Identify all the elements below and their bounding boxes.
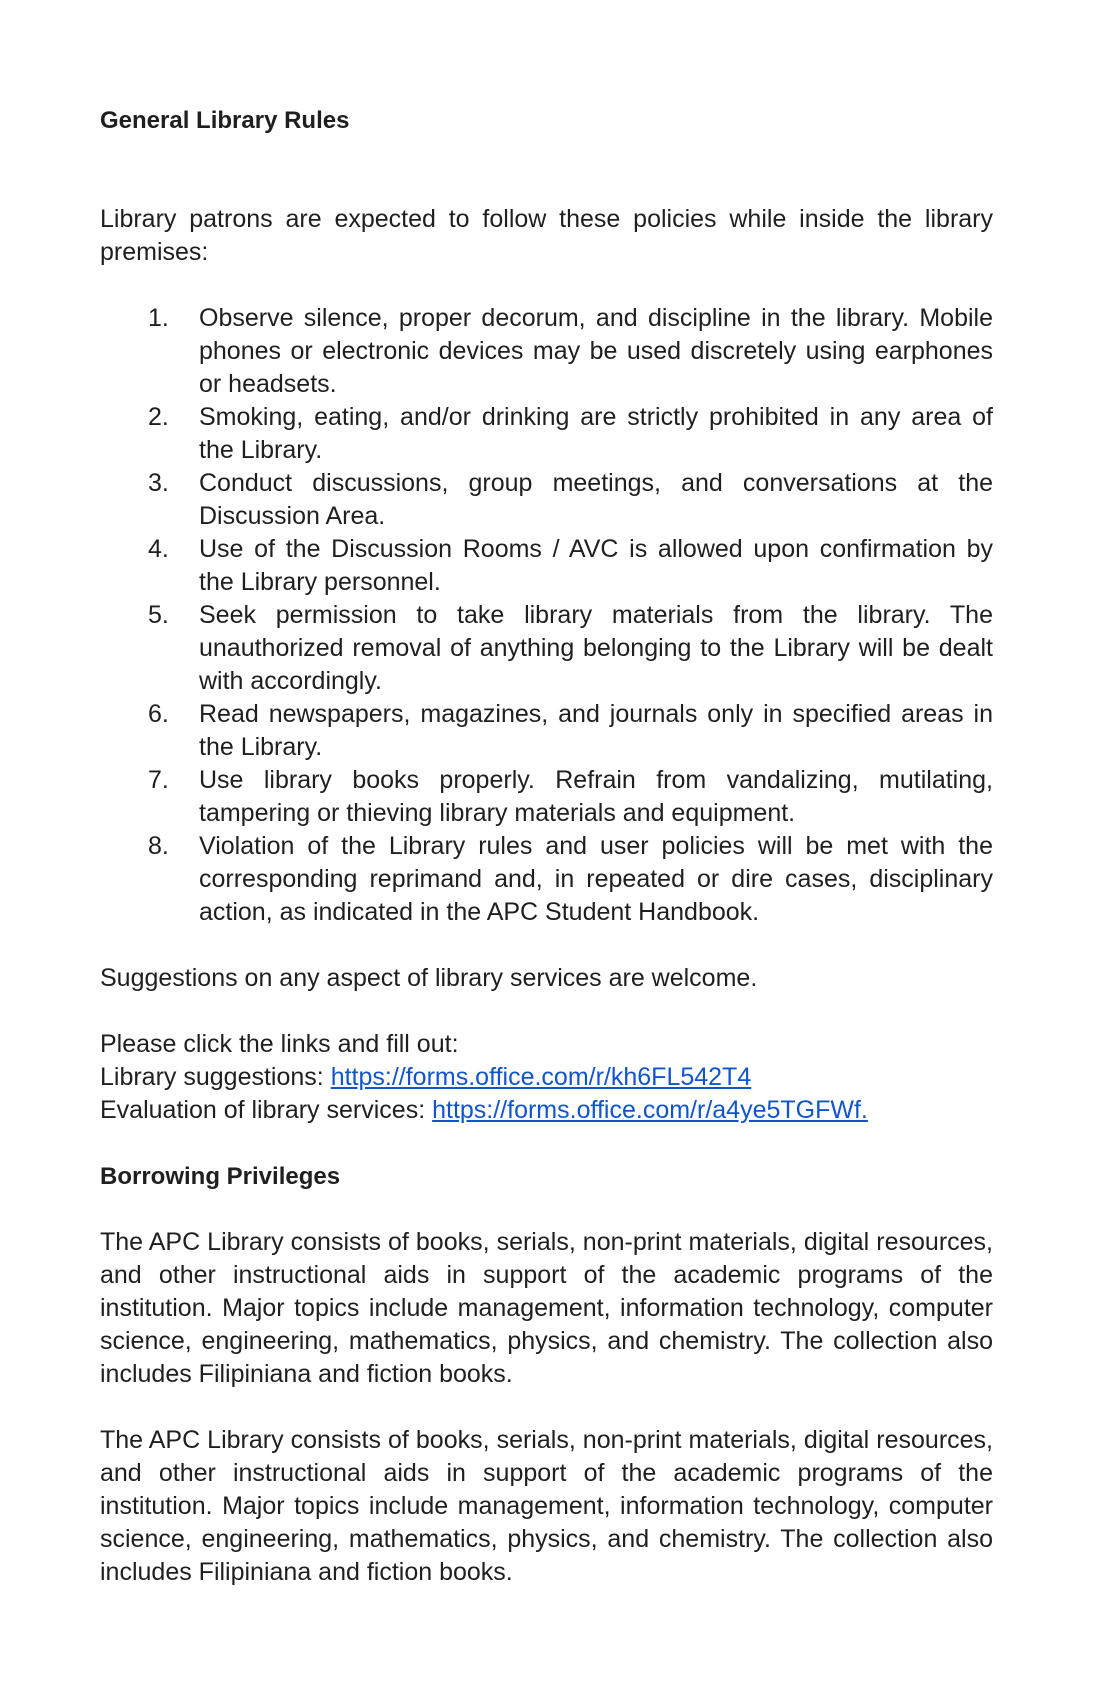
rule-number: 3.	[148, 469, 169, 497]
suggestions-link[interactable]: https://forms.office.com/r/kh6FL542T4	[330, 1063, 752, 1091]
rule-item	[100, 830, 993, 929]
general-rules-heading: General Library Rules	[100, 107, 350, 134]
spacer	[100, 929, 993, 962]
rule-text: Conduct discussions, group meetings, and conversations at the Discussion Area.	[199, 469, 993, 530]
rule-text: Read newspapers, magazines, and journals only in specified areas in the Library.	[199, 700, 993, 761]
rule-text: Use library books properly. Refrain from vandalizing, mutilating, tampering or thieving library materials and equipment.	[199, 766, 993, 827]
spacer	[100, 1193, 993, 1226]
evaluation-link[interactable]: https://forms.office.com/r/a4ye5TGFWf.	[432, 1096, 868, 1124]
rule-number: 6.	[148, 700, 169, 728]
rule-item	[100, 302, 993, 401]
rule-number: 8.	[148, 832, 169, 860]
spacer	[100, 1127, 993, 1160]
borrowing-paragraph: The APC Library consists of books, serials, non-print materials, digital resources, and other instructional aids in support of the academic programs of the institution. Major topics include management, information technology, computer science, engineering, mathematics, physics, and chemistry. The collection also includes Filipiniana and fiction books.	[100, 1426, 993, 1586]
spacer	[100, 1391, 993, 1424]
document-page	[100, 104, 993, 1589]
rule-number: 4.	[148, 535, 169, 563]
links-intro: Please click the links and fill out:	[100, 1030, 459, 1058]
spacer	[100, 995, 993, 1028]
suggestions-welcome: Suggestions on any aspect of library services are welcome.	[100, 964, 758, 992]
rule-number: 7.	[148, 766, 169, 794]
rules-intro: Library patrons are expected to follow these policies while inside the library premises:	[100, 205, 993, 266]
rule-item	[100, 467, 993, 533]
rule-item	[100, 764, 993, 830]
suggestions-label: Library suggestions:	[100, 1063, 331, 1091]
spacer	[100, 269, 993, 302]
rule-text: Observe silence, proper decorum, and discipline in the library. Mobile phones or electronic devices may be used discretely using earphones or headsets.	[199, 304, 993, 398]
rule-item	[100, 533, 993, 599]
rule-text: Use of the Discussion Rooms / AVC is allowed upon confirmation by the Library personnel.	[199, 535, 993, 596]
rule-number: 5.	[148, 601, 169, 629]
evaluation-line	[100, 1094, 993, 1127]
suggestions-line	[100, 1061, 993, 1094]
rule-item	[100, 401, 993, 467]
rules-list	[100, 302, 993, 929]
spacer	[100, 137, 993, 203]
evaluation-label: Evaluation of library services:	[100, 1096, 433, 1124]
rule-item	[100, 599, 993, 698]
borrowing-paragraph: The APC Library consists of books, serials, non-print materials, digital resources, and other instructional aids in support of the academic programs of the institution. Major topics include management, information technology, computer science, engineering, mathematics, physics, and chemistry. The collection also includes Filipiniana and fiction books.	[100, 1228, 993, 1388]
borrowing-heading: Borrowing Privileges	[100, 1163, 341, 1190]
rule-text: Seek permission to take library materials from the library. The unauthorized removal of anything belonging to the Library will be dealt with accordingly.	[199, 601, 993, 695]
rule-text: Violation of the Library rules and user policies will be met with the corresponding reprimand and, in repeated or dire cases, disciplinary action, as indicated in the APC Student Handbook.	[199, 832, 993, 926]
rule-number: 1.	[148, 304, 169, 332]
rule-item	[100, 698, 993, 764]
rule-text: Smoking, eating, and/or drinking are strictly prohibited in any area of the Library.	[199, 403, 993, 464]
rule-number: 2.	[148, 403, 169, 431]
